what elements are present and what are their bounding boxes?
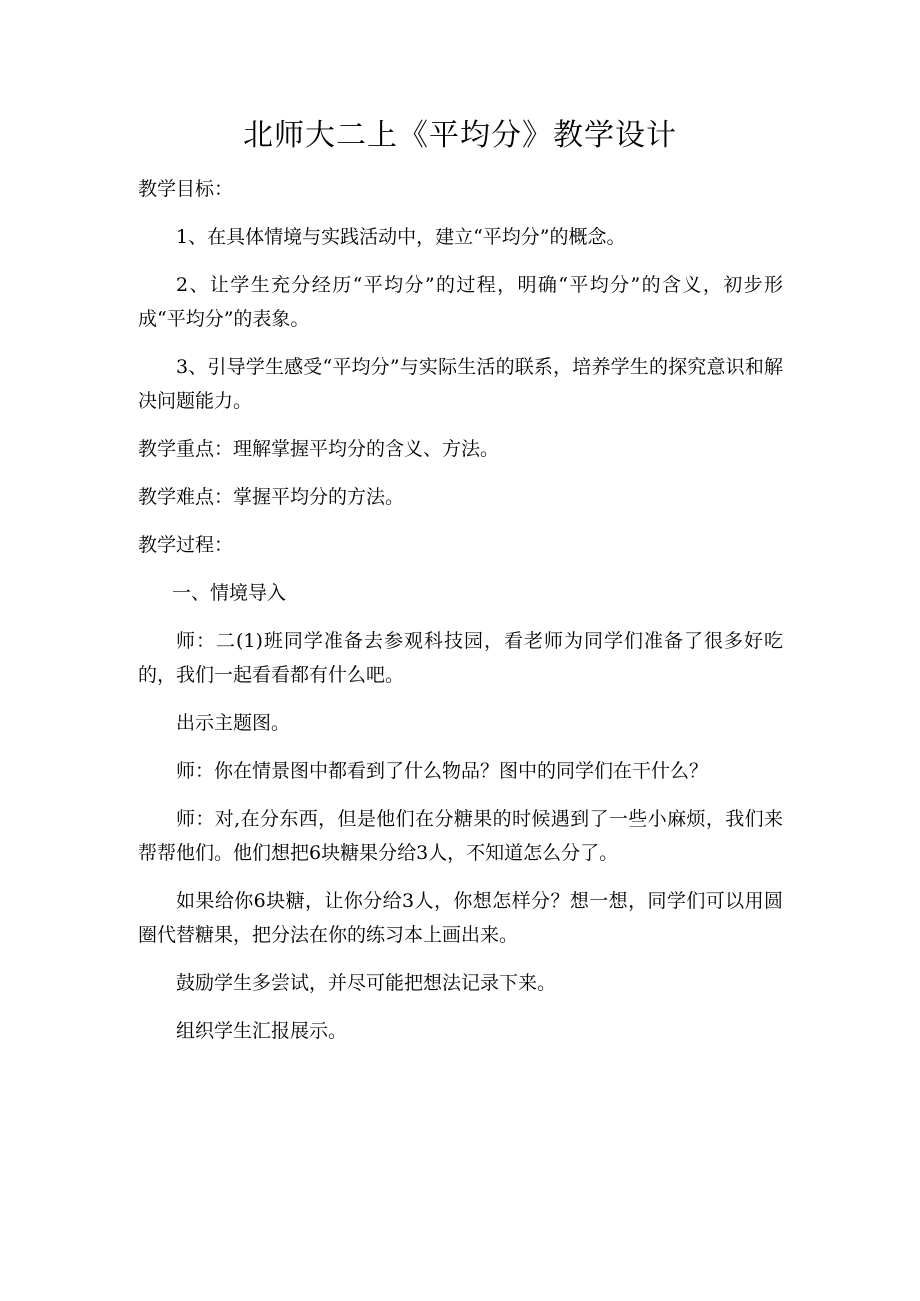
paragraph-encourage: 鼓励学生多尝试，并尽可能把想法记录下来。 xyxy=(176,972,557,994)
document-title: 北师大二上《平均分》教学设计 xyxy=(243,118,677,153)
paragraph-teacher-intro: 师：二(1)班同学准备去参观科技园，看老师为同学们准备了很多好吃的，我们一起看看都有什么吧。 xyxy=(138,630,783,686)
paragraph-objectives-heading: 教学目标： xyxy=(138,178,234,200)
paragraph-activity: 如果给你6块糖，让你分给3人，你想怎样分？想一想，同学们可以用圆圈代替糖果，把分法在你的练习本上画出来。 xyxy=(138,890,783,946)
paragraph-show-image: 出示主题图。 xyxy=(176,712,291,734)
paragraph-difficulty: 教学难点：掌握平均分的方法。 xyxy=(138,486,405,508)
paragraph-report: 组织学生汇报展示。 xyxy=(176,1020,348,1042)
paragraph-objective-2: 2、让学生充分经历“平均分”的过程，明确“平均分”的含义，初步形成“平均分”的表象。 xyxy=(138,274,783,330)
paragraph-process-heading: 教学过程： xyxy=(138,534,234,556)
paragraph-section-1-heading: 一、情境导入 xyxy=(172,582,287,604)
paragraph-teacher-question: 师：你在情景图中都看到了什么物品？图中的同学们在干什么？ xyxy=(176,760,709,782)
paragraph-objective-3: 3、引导学生感受“平均分”与实际生活的联系，培养学生的探究意识和解决问题能力。 xyxy=(138,356,783,412)
paragraph-teacher-problem: 师：对,在分东西，但是他们在分糖果的时候遇到了一些小麻烦，我们来帮帮他们。他们想把6块糖果分给3人，不知道怎么分了。 xyxy=(138,808,783,864)
document-body xyxy=(138,172,783,1062)
paragraph-key-point: 教学重点：理解掌握平均分的含义、方法。 xyxy=(138,438,500,460)
paragraph-objective-1: 1、在具体情境与实践活动中，建立“平均分”的概念。 xyxy=(176,226,626,248)
